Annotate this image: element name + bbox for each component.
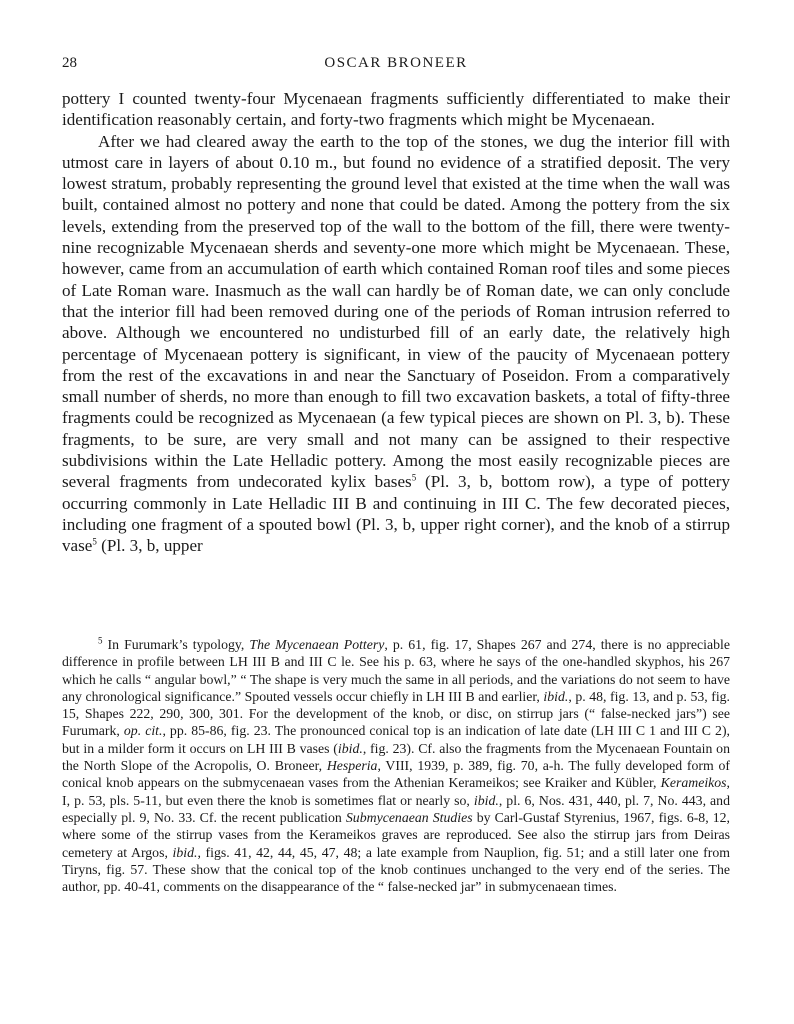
page-number: 28	[62, 55, 77, 71]
paragraph-text: (Pl. 3, b, upper	[96, 536, 203, 556]
footnote-reference[interactable]: 5	[92, 536, 97, 547]
footnote-mark: 5	[98, 635, 103, 646]
paragraph-continuation	[62, 88, 730, 131]
footnote-segment: , figs. 41, 42, 44, 45, 47, 48; a late example from Nauplion, fig. 51; and a still later one from Tiryns, fig. 57. These show that the conical top of the knob continues unchanged to the very end of the series. The author, pp. 40-41, comments on the disappearance of the “ false-necked jar” in submycenaean times.	[62, 844, 730, 895]
footnote-segment: , VIII, 1939, p. 389, fig. 70, a-h. The fully developed form of conical knob appears on the submycenaean vases from the Athenian Kerameikos; see Kraiker and Kübler,	[62, 758, 730, 791]
footnote-italic: op. cit.	[123, 723, 163, 739]
footnote-italic: ibid.	[337, 740, 363, 756]
footnote-segment: , pp. 85-86, fig. 23. The pronounced conical top is an indication of late date (LH III C 1 and III C 2), but in a milder form it occurs on LH III B vases (	[62, 723, 730, 756]
footnote-italic-title: Submycenaean Studies	[345, 809, 473, 825]
footnote-segment: , p. 48, fig. 13, and p. 53, fig. 15, Shapes 222, 290, 300, 301. For the development of the knob, or disc, on stirrup jars (“ false-necked jars”) see Furumark,	[62, 688, 731, 739]
footnote-reference[interactable]: 5	[411, 472, 417, 483]
footnote-segment: , p. 61, fig. 17, Shapes 267 and 274, there is no appreciable difference in profile between LH III B and III C le. See his p. 63, where he says of the one-handled skyphos, his 267 which he calls “ angular bowl,” “ The shape is very much the same in all periods, and the variations do not seem to have any chronological significance.” Spouted vessels occur chiefly in LH III B and earlier,	[62, 637, 730, 704]
footnote-segment: In Furumark’s typology,	[102, 637, 250, 652]
paragraph	[62, 131, 730, 557]
page-header	[62, 55, 730, 75]
footnote	[62, 636, 730, 895]
footnote-segment: , pl. 6, Nos. 431, 440, pl. 7, No. 443, and especially pl. 9, No. 33. Cf. the recent publication	[62, 792, 730, 825]
paragraph-text: After we had cleared away the earth to the top of the stones, we dug the interior fill with utmost care in layers of about 0.10 m., but found no evidence of a stratified deposit. The very lowest stratum, probably representing the ground level that existed at the time when the wall was built, contained almost no pottery and none that could be dated. Among the pottery from the six levels, extending from the preserved top of the wall to the bottom of the fill, there were twenty-nine recognizable Mycenaean sherds and seventy-one more which might be Mycenaean. These, however, came from an accumulation of earth which contained Roman roof tiles and some pieces of Late Roman ware. Inasmuch as the wall can hardly be of Roman date, we can only conclude that the interior fill had been removed during one of the periods of Roman intrusion referred to above. Although we encountered no undisturbed fill of an early date, the relatively high percentage of Mycenaean pottery is significant, in view of the paucity of Mycenaean pottery from the rest of the excavations in and near the Sanctuary of Poseidon. From a comparatively small number of sherds, no more than enough to fill two excavation baskets, a total of fifty-three fragments could be recognized as Mycenaean (a few typical pieces are shown on Pl. 3, b). These fragments, to be sure, are very small and not many can be assigned to their respective subdivisions within the Late Helladic pottery. Among the most easily recognizable pieces are several fragments from undecorated kylix bases	[62, 131, 730, 492]
footnote-text	[62, 636, 730, 895]
paragraph-text: pottery I counted twenty-four Mycenaean fragments sufficiently differentiated to make their identification reasonably certain, and forty-two fragments which might be Mycenaean.	[62, 89, 730, 130]
footnote-segment: , I, p. 53, pls. 5-11, but even there the knob is sometimes flat or nearly so,	[62, 775, 730, 808]
footnote-segment: , fig. 23). Cf. also the fragments from the Mycenaean Fountain on the North Slope of the Acropolis, O. Broneer,	[62, 740, 730, 774]
footnote-italic-title: Kerameikos	[660, 775, 727, 791]
paragraph-text: (Pl. 3, b, bottom row), a type of pottery occurring commonly in Late Helladic III B and continuing in III C. The few decorated pieces, including one fragment of a spouted bowl (Pl. 3, b, upper right corner), and the knob of a stirrup vase	[62, 472, 730, 556]
footnote-italic: ibid.	[172, 844, 198, 860]
body-text	[62, 88, 730, 557]
footnote-italic-title: Hesperia	[326, 758, 378, 774]
footnote-italic-title: The Mycenaean Pottery	[249, 637, 385, 652]
footnote-segment: by Carl-Gustaf Styrenius, 1967, figs. 6-8, 12, where some of the stirrup vases from the Kerameikos graves are reproduced. See also the stirrup jars from Deiras cemetery at Argos,	[62, 809, 730, 860]
footnote-italic: ibid.	[543, 688, 569, 704]
footnote-italic: ibid.	[473, 792, 499, 808]
running-head: OSCAR BRONEER	[324, 55, 468, 71]
